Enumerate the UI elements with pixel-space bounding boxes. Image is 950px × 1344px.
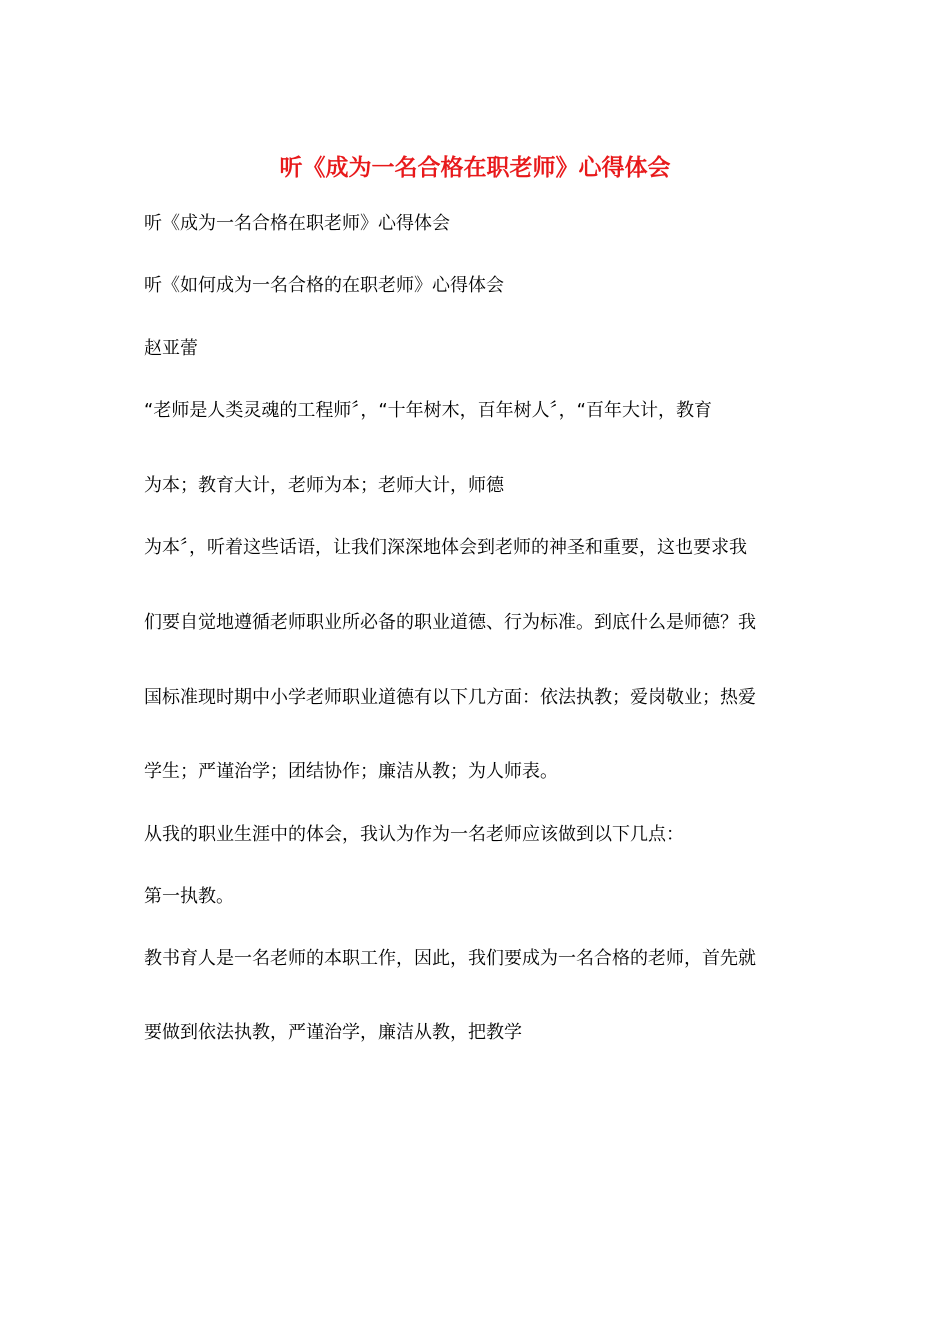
paragraph-line: 国标准现时期中小学老师职业道德有以下几方面：依法执教；爱岗敬业；热爱 [144, 687, 756, 708]
paragraph-line: 听《成为一名合格在职老师》心得体会 [144, 213, 450, 234]
paragraph-line: 听《如何成为一名合格的在职老师》心得体会 [144, 275, 504, 296]
paragraph-line: 从我的职业生涯中的体会，我认为作为一名老师应该做到以下几点： [144, 824, 684, 845]
paragraph-line: 们要自觉地遵循老师职业所必备的职业道德、行为标准。到底什么是师德？我 [144, 612, 756, 633]
paragraph-line: 要做到依法执教，严谨治学，廉洁从教，把教学 [144, 1022, 522, 1043]
author-name: 赵亚蕾 [144, 338, 198, 359]
paragraph-line: 学生；严谨治学；团结协作；廉洁从教；为人师表。 [144, 761, 558, 782]
paragraph-line: 为本〞，听着这些话语，让我们深深地体会到老师的神圣和重要，这也要求我 [144, 537, 747, 558]
section-heading: 第一执教。 [144, 886, 234, 907]
document-title: 听《成为一名合格在职老师》心得体会 [279, 154, 671, 181]
paragraph-line: “老师是人类灵魂的工程师〞，“十年树木，百年树人〞，“百年大计，教育 [144, 400, 712, 421]
paragraph-line: 教书育人是一名老师的本职工作，因此，我们要成为一名合格的老师，首先就 [144, 948, 756, 969]
paragraph-line: 为本；教育大计，老师为本；老师大计，师德 [144, 475, 504, 496]
